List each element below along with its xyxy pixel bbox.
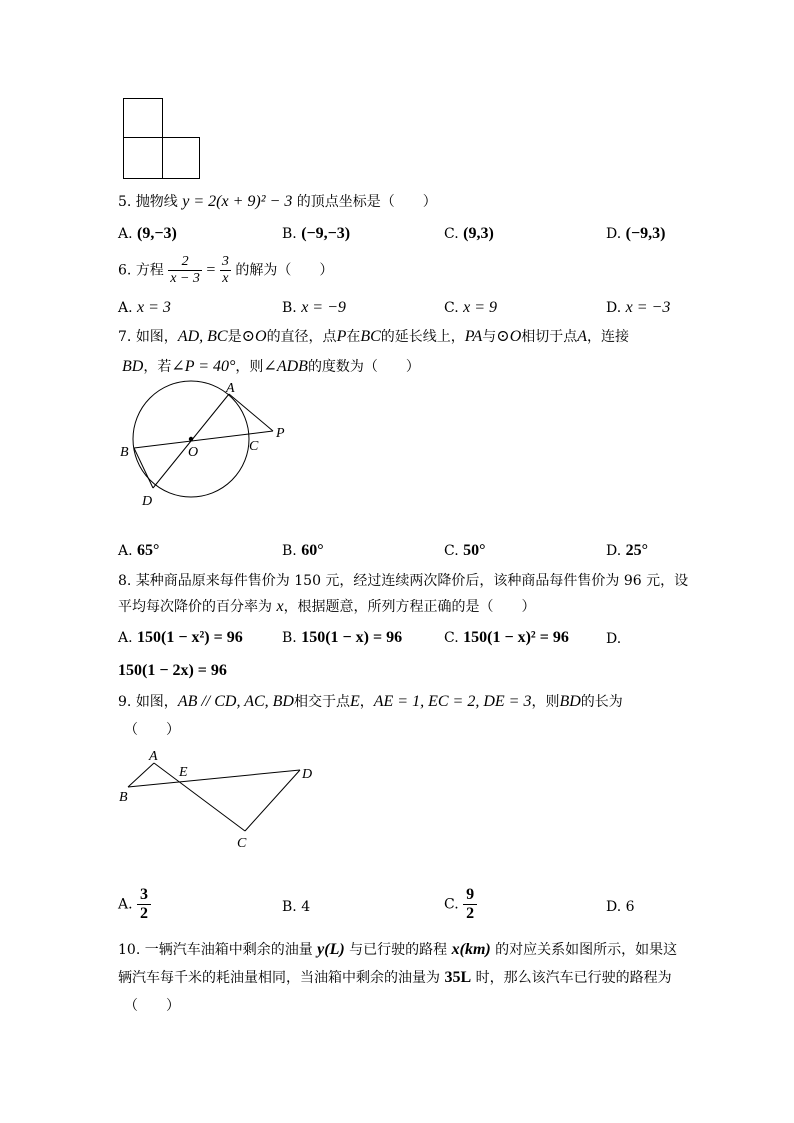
square-bottom-left bbox=[124, 138, 163, 179]
q9-number: 9. bbox=[118, 694, 132, 710]
q9-option-a-den: 2 bbox=[140, 905, 149, 922]
q7-option-a-value: 65° bbox=[137, 542, 160, 559]
label-c: C bbox=[237, 836, 247, 851]
q7-math: A bbox=[577, 328, 588, 345]
label-o: O bbox=[188, 445, 199, 460]
q9-option-b-value: 4 bbox=[301, 899, 311, 915]
label-a: A bbox=[226, 381, 235, 396]
question-5 bbox=[118, 192, 437, 212]
q8-option-c[interactable] bbox=[444, 629, 569, 647]
q5-formula: y = 2(x + 9)² − 3 bbox=[182, 193, 293, 210]
line-ab bbox=[128, 763, 154, 787]
q7-text: 的直径，点 bbox=[266, 329, 337, 345]
question-9-line-2 bbox=[124, 720, 180, 740]
q9-text: 相交于点 bbox=[293, 694, 350, 710]
q6-option-d-value: x = −3 bbox=[625, 299, 671, 316]
q7-number: 7. bbox=[118, 329, 132, 345]
q8-option-b-value: 150(1 − x) = 96 bbox=[301, 629, 403, 646]
q9-math: E bbox=[349, 693, 360, 710]
q10-text: 与已行驶的路程 bbox=[349, 942, 448, 958]
q8-option-a[interactable] bbox=[118, 629, 243, 647]
q7-text: 相切于点 bbox=[521, 329, 578, 345]
q7-text: 是 bbox=[227, 329, 242, 345]
q8-option-c-label: C. bbox=[444, 630, 459, 646]
line-cd bbox=[245, 770, 300, 831]
q6-fraction-left bbox=[168, 254, 202, 287]
label-b: B bbox=[119, 790, 128, 805]
question-7-line-1 bbox=[118, 327, 629, 347]
q7-circle-figure bbox=[112, 378, 292, 514]
q8-option-a-label: A. bbox=[118, 630, 133, 646]
question-10-line-1 bbox=[118, 940, 677, 960]
question-6 bbox=[118, 254, 333, 287]
line-bd bbox=[128, 770, 300, 787]
question-7-line-2 bbox=[122, 357, 420, 377]
q8-math: x bbox=[276, 598, 284, 615]
q6-option-a-value: x = 3 bbox=[137, 299, 171, 316]
q9-option-a-num: 3 bbox=[137, 886, 151, 905]
q8-option-d-label-line[interactable] bbox=[606, 631, 621, 647]
label-e: E bbox=[179, 765, 188, 780]
q7-text: 在 bbox=[346, 329, 361, 345]
q6-option-a-label: A. bbox=[118, 300, 133, 316]
q7-text: 与 bbox=[482, 329, 497, 345]
line-bd bbox=[134, 448, 153, 488]
q7-text: 的延长线上， bbox=[380, 329, 465, 345]
q7-math: BC bbox=[360, 328, 381, 345]
q9-option-c[interactable] bbox=[444, 886, 477, 923]
q9-option-d-label: D. bbox=[606, 899, 622, 915]
q6-option-b-value: x = −9 bbox=[301, 299, 346, 316]
q8-option-c-value: 150(1 − x)² = 96 bbox=[463, 629, 569, 646]
q9-text: ，则 bbox=[531, 694, 560, 710]
q5-option-d-label: D. bbox=[606, 226, 622, 242]
q7-text: ，连接 bbox=[587, 329, 630, 345]
center-dot bbox=[189, 437, 193, 441]
q7-option-a[interactable] bbox=[118, 542, 159, 560]
q6-option-c-value: x = 9 bbox=[463, 299, 498, 316]
q6-option-a[interactable] bbox=[118, 299, 171, 317]
q7-option-d[interactable] bbox=[606, 542, 648, 560]
q7-option-b[interactable] bbox=[282, 542, 324, 560]
q5-option-a-value: (9,−3) bbox=[137, 225, 177, 242]
q9-option-b-label: B. bbox=[282, 899, 297, 915]
question-9-line-1 bbox=[118, 692, 623, 712]
q7-math: ∠ADB bbox=[263, 358, 308, 375]
q9-paren: （ ） bbox=[124, 722, 180, 738]
q7-option-b-value: 60° bbox=[301, 542, 324, 559]
q6-frac1-num: 2 bbox=[168, 254, 202, 271]
q5-text-after: 的顶点坐标是（ ） bbox=[296, 194, 437, 210]
q7-option-b-label: B. bbox=[282, 543, 297, 559]
q7-math: BD bbox=[122, 358, 144, 375]
q8-option-d-value: 150(1 − 2x) = 96 bbox=[118, 662, 227, 679]
q8-line-1-text: 某种商品原来每件售价为 150 元，经过连续两次降价后，该种商品每件售价为 96 元，设 bbox=[135, 573, 689, 589]
q9-option-a[interactable] bbox=[118, 886, 151, 923]
line-pa bbox=[229, 394, 273, 431]
q5-option-c[interactable] bbox=[444, 225, 494, 243]
q6-frac2-den: x bbox=[222, 271, 229, 286]
q8-option-d[interactable] bbox=[118, 662, 227, 680]
q6-fraction-right bbox=[220, 254, 231, 287]
q5-option-d-value: (−9,3) bbox=[625, 225, 666, 242]
q10-text: 辆汽车每千米的耗油量相同，当油箱中剩余的油量为 bbox=[118, 970, 440, 986]
q9-math: AE = 1, EC = 2, DE = 3 bbox=[373, 693, 532, 710]
q5-option-b[interactable] bbox=[282, 225, 350, 243]
q10-text: 时，那么该汽车已行驶的路程为 bbox=[475, 970, 672, 986]
question-8-line-2 bbox=[118, 597, 536, 617]
q7-option-c-value: 50° bbox=[463, 542, 486, 559]
square-bottom-right bbox=[163, 138, 200, 179]
q9-option-a-label: A. bbox=[118, 896, 133, 913]
q5-option-c-label: C. bbox=[444, 226, 459, 242]
q10-text: 的对应关系如图所示，如果这 bbox=[495, 942, 678, 958]
q9-math: BD bbox=[559, 693, 581, 710]
q7-option-c[interactable] bbox=[444, 542, 486, 560]
q7-math: ⊙O bbox=[241, 328, 267, 345]
q9-option-c-num: 9 bbox=[463, 886, 477, 905]
q7-option-c-label: C. bbox=[444, 543, 459, 559]
q5-option-d[interactable] bbox=[606, 225, 665, 243]
q6-frac1-den: x − 3 bbox=[170, 271, 200, 286]
q6-frac2-num: 3 bbox=[221, 254, 229, 269]
q9-option-a-fraction bbox=[137, 886, 151, 923]
q8-option-b-label: B. bbox=[282, 630, 297, 646]
line-ac bbox=[154, 763, 245, 831]
q8-option-b[interactable] bbox=[282, 629, 402, 647]
q7-text: 如图， bbox=[135, 329, 178, 345]
q9-option-c-fraction bbox=[463, 886, 477, 923]
q9-math: AB // CD, AC, BD bbox=[177, 693, 294, 710]
q8-option-a-value: 150(1 − x²) = 96 bbox=[137, 629, 243, 646]
q9-option-c-den: 2 bbox=[466, 905, 475, 922]
q5-option-a-label: A. bbox=[118, 226, 133, 242]
question-10-line-2 bbox=[118, 968, 672, 988]
q8-text: 平均每次降价的百分率为 bbox=[118, 599, 272, 615]
squares-figure bbox=[120, 96, 204, 182]
q8-text: ，根据题意，所列方程正确的是（ ） bbox=[283, 599, 536, 615]
q10-text: 一辆汽车油箱中剩余的油量 bbox=[144, 942, 313, 958]
label-d: D bbox=[142, 494, 153, 509]
q6-option-b-label: B. bbox=[282, 300, 297, 316]
q7-option-d-label: D. bbox=[606, 543, 622, 559]
q9-text: 的长为 bbox=[580, 694, 623, 710]
q8-number: 8. bbox=[118, 573, 132, 589]
q9-triangles-figure bbox=[112, 745, 324, 853]
q5-option-b-value: (−9,−3) bbox=[301, 225, 351, 242]
q6-option-d-label: D. bbox=[606, 300, 622, 316]
q6-option-c[interactable] bbox=[444, 299, 497, 317]
q7-math: PA bbox=[464, 328, 483, 345]
q6-option-b[interactable] bbox=[282, 299, 346, 317]
question-10-line-3 bbox=[124, 996, 180, 1016]
q9-text: ， bbox=[359, 694, 374, 710]
square-top bbox=[124, 99, 163, 138]
q10-paren: （ ） bbox=[124, 998, 180, 1014]
q7-option-a-label: A. bbox=[118, 543, 133, 559]
q9-option-d-value: 6 bbox=[625, 899, 635, 915]
q6-number: 6. bbox=[118, 262, 132, 279]
q5-option-b-label: B. bbox=[282, 226, 297, 242]
q5-option-a[interactable] bbox=[118, 225, 177, 243]
q6-option-c-label: C. bbox=[444, 300, 459, 316]
q9-option-b[interactable] bbox=[282, 899, 310, 915]
q6-text-after: 的解为（ ） bbox=[235, 262, 334, 279]
q7-text: ，若 bbox=[143, 359, 172, 375]
q10-math: 35L bbox=[444, 969, 472, 986]
label-d: D bbox=[302, 767, 313, 782]
q7-math: ⊙O bbox=[496, 328, 522, 345]
q7-math: ∠P = 40° bbox=[171, 358, 236, 375]
q10-number: 10. bbox=[118, 942, 141, 958]
q9-option-d[interactable] bbox=[606, 899, 635, 915]
q9-option-c-label: C. bbox=[444, 896, 459, 913]
q7-math: P bbox=[336, 328, 347, 345]
q6-option-d[interactable] bbox=[606, 299, 670, 317]
question-8-line-1 bbox=[118, 571, 688, 591]
q5-text-before: 抛物线 bbox=[135, 194, 178, 210]
q7-math: AD, BC bbox=[177, 328, 228, 345]
q6-text-before: 方程 bbox=[135, 262, 164, 279]
label-p: P bbox=[276, 426, 285, 441]
label-b: B bbox=[120, 445, 129, 460]
q7-option-d-value: 25° bbox=[625, 542, 649, 559]
q8-option-d-label: D. bbox=[606, 631, 622, 647]
q5-option-c-value: (9,3) bbox=[463, 225, 494, 242]
q5-number: 5. bbox=[118, 194, 132, 210]
q10-math: y(L) bbox=[317, 941, 345, 958]
q10-math: x(km) bbox=[451, 941, 491, 958]
label-c: C bbox=[249, 439, 259, 454]
q7-text: ，则 bbox=[235, 359, 264, 375]
q6-equals: = bbox=[206, 261, 216, 279]
q9-text: 如图， bbox=[135, 694, 178, 710]
q7-text: 的度数为（ ） bbox=[307, 359, 420, 375]
label-a: A bbox=[149, 749, 158, 764]
